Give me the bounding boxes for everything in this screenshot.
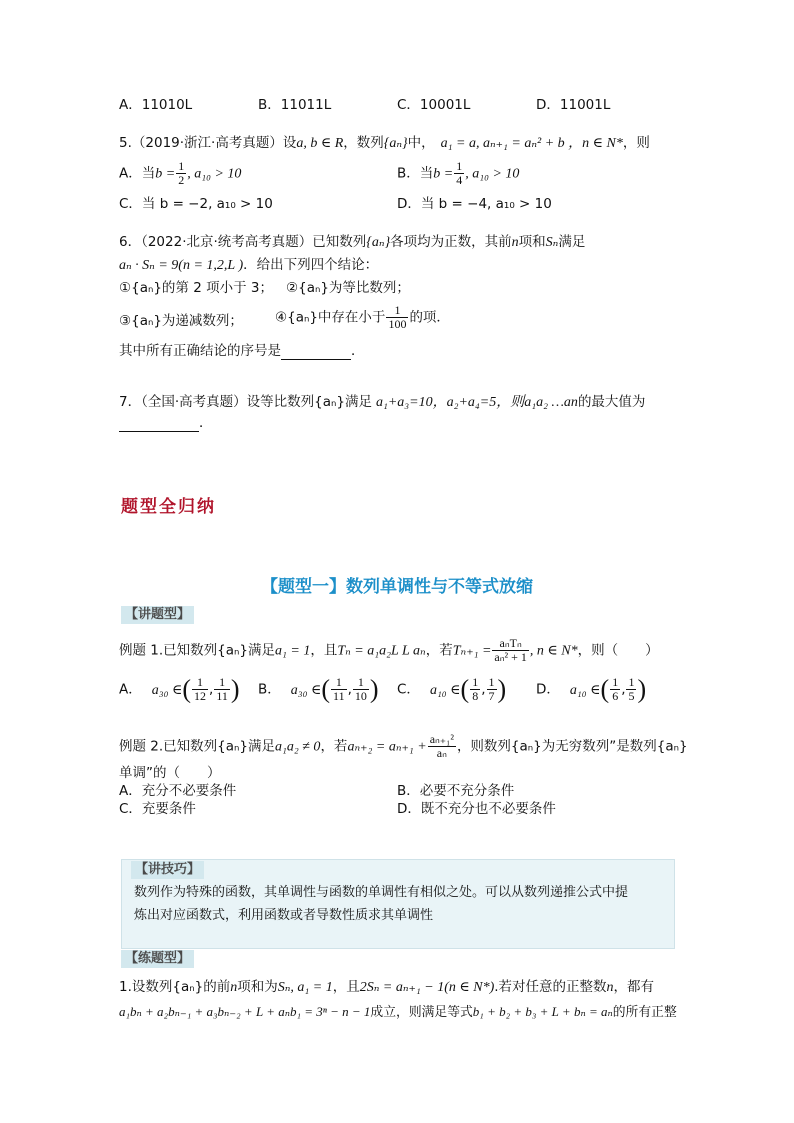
answer-blank[interactable] — [119, 417, 199, 432]
tag-lecture: 【讲题型】 — [121, 606, 194, 624]
p1-text: ，都有 — [613, 979, 655, 995]
q6-number: 6． — [119, 234, 142, 250]
option-label: D． — [536, 681, 560, 698]
fraction — [492, 637, 528, 664]
p1-math: 2Sₙ = aₙ₊₁ − 1(n ∈ N*) — [359, 980, 495, 995]
p1-text: .若对任意的正整数 — [494, 979, 607, 995]
q6-text: ．给出下列四个结论： — [243, 257, 379, 273]
q6-text: 项和 — [518, 234, 546, 250]
left-paren: ( — [182, 674, 192, 704]
q5-text: ，则 — [622, 135, 650, 151]
q5-option-a-label: A．当 — [119, 165, 156, 182]
q7-source: （全国·高考真题） — [141, 394, 247, 410]
left-paren: ( — [321, 674, 331, 704]
numerator: 1 — [353, 676, 369, 690]
fraction — [610, 676, 620, 703]
fraction — [626, 676, 636, 703]
denominator: 12 — [194, 689, 207, 703]
q7-number: 7． — [119, 394, 142, 410]
tips-line-2: 炼出对应函数式，利用函数或者导数性质求其单调性 — [134, 908, 434, 923]
q6-text: 已知数列 — [312, 234, 367, 250]
q5-option-b-label: B．当 — [397, 165, 434, 182]
ex1-text: ，则（ ） — [577, 642, 659, 659]
q5-option-b — [397, 160, 519, 187]
right-paren: ) — [230, 674, 240, 704]
ex2-option-c: C．充要条件 — [119, 801, 196, 817]
denominator: 2 — [178, 173, 185, 187]
numerator: 1 — [386, 304, 408, 318]
ex2-option-b: B．必要不充分条件 — [397, 783, 515, 799]
q6-condition — [119, 256, 378, 275]
q7-answer-line — [119, 414, 213, 432]
fraction — [176, 160, 186, 187]
q5-option-a-var: b = — [155, 166, 176, 182]
q5-number: 5. — [119, 135, 132, 151]
ex2-math: aₙ₊₂ = aₙ₊₁ + — [347, 739, 427, 755]
q6-n: n — [511, 235, 519, 250]
denominator: aₙ² + 1 — [494, 650, 527, 664]
denominator: 100 — [388, 317, 407, 331]
p1-text: 的所有正整 — [612, 1005, 677, 1020]
numerator: 1 — [488, 675, 495, 689]
ex1-option-b: B． a₃₀ ∈( $\frac{1}{11}$ , $\frac{1}{10}$ ) — [258, 674, 379, 704]
q7-text: 的最大值为 — [577, 394, 646, 410]
q6-text: ④{aₙ}中存在小于 — [275, 309, 386, 326]
q6-sn: Sₙ — [545, 235, 559, 250]
numerator: 1 — [192, 676, 208, 690]
denominator: 10 — [354, 689, 367, 703]
denominator: 7 — [488, 689, 495, 703]
fraction — [192, 676, 208, 703]
q5-seq: {aₙ} — [383, 136, 408, 151]
p1-text: ，且 — [332, 979, 360, 995]
ex2-text: ，则数列{aₙ}为无穷数列”是数列{aₙ} — [456, 738, 688, 755]
q6-source: （2022·北京·统考高考真题） — [141, 234, 313, 250]
fraction — [487, 676, 497, 703]
p1-math: n — [230, 980, 238, 995]
fraction — [331, 676, 347, 703]
ex1-text: ，且 — [310, 642, 338, 659]
p1-text: 1.设数列{aₙ}的前 — [119, 979, 231, 995]
denominator: 11 — [216, 689, 228, 703]
p1-text: 成立，则满足等式 — [370, 1005, 473, 1020]
ex1-text: 例题 1.已知数列{aₙ}满足 — [119, 642, 276, 659]
fraction — [454, 160, 464, 187]
numerator: 1 — [178, 159, 185, 173]
denominator: 5 — [628, 689, 635, 703]
example-1-stem — [119, 637, 659, 664]
fraction — [428, 733, 456, 760]
tag-tips: 【讲技巧】 — [131, 861, 204, 879]
q5-option-d: D．当 b = −4, a₁₀ > 10 — [397, 196, 552, 212]
fraction — [214, 676, 230, 703]
numerator: 1 — [214, 676, 230, 690]
left-paren: ( — [600, 674, 610, 704]
tips-line-1: 数列作为特殊的函数，其单调性与函数的单调性有相似之处。可以从数列递推公式中提 — [134, 885, 629, 900]
q7-end: ． — [199, 415, 213, 431]
q6-seq: {aₙ} — [366, 235, 391, 250]
left-paren: ( — [460, 674, 470, 704]
option-a: A．11010L — [119, 97, 193, 113]
ex1-option-a: A． a₃₀ ∈( $\frac{1}{12}$ , $\frac{1}{11}$ ) — [119, 674, 240, 704]
denominator: 11 — [333, 689, 345, 703]
q5-source: （2019·浙江·高考真题） — [131, 135, 283, 151]
q6-conclusion-1: ①{aₙ}的第 2 项小于 3； — [119, 280, 273, 296]
tag-practice: 【练题型】 — [121, 950, 194, 968]
option-label: C． — [397, 681, 420, 698]
q5-option-b-tail: , a₁₀ > 10 — [465, 166, 520, 182]
q7-text: 设等比数列{aₙ}满足 — [246, 394, 372, 410]
option-label: B． — [258, 681, 281, 698]
q7-cond1: a₁+a₃=10，a₂+a₄=5，则 — [375, 395, 525, 410]
ex2-option-d: D．既不充分也不必要条件 — [397, 801, 556, 817]
q6-question-text: 其中所有正确结论的序号是 — [119, 343, 281, 359]
q5-option-c: C．当 b = −2, a₁₀ > 10 — [119, 196, 273, 212]
ex2-line2: 单调”的（ ） — [119, 765, 221, 781]
ex2-option-a: A．充分不必要条件 — [119, 783, 237, 799]
practice-1-line-2 — [119, 1003, 677, 1022]
ex1-text: ，若 — [425, 642, 453, 659]
q6-text: 的项． — [409, 309, 450, 326]
q5-cond1: a, b ∈ R — [296, 136, 344, 151]
q6-math: aₙ · Sₙ = 9(n = 1,2,L ) — [119, 258, 244, 273]
q6-text: 各项均为正数，其前 — [390, 234, 512, 250]
ex2-math: a₁a₂ ≠ 0 — [275, 739, 321, 755]
example-2-stem — [119, 733, 688, 760]
option-var: a₁₀ ∈ — [569, 682, 601, 698]
numerator: 1 — [628, 675, 635, 689]
option-var: a₁₀ ∈ — [429, 682, 461, 698]
option-c: C．10001L — [397, 97, 471, 113]
right-paren: ) — [637, 674, 647, 704]
ex1-math: Tₙ = a₁a₂L L aₙ — [337, 643, 426, 659]
fraction — [470, 676, 480, 703]
denominator: aₙ — [436, 746, 447, 760]
numerator: 1 — [456, 159, 463, 173]
tips-box — [121, 859, 675, 949]
numerator: aₙ₊₁² — [429, 732, 454, 746]
numerator: 1 — [612, 675, 619, 689]
ex1-option-c: C． a₁₀ ∈( $\frac{1}{8}$ , $\frac{1}{7}$ ) — [397, 674, 507, 704]
q5-stem — [119, 134, 650, 153]
denominator: 4 — [456, 173, 463, 187]
p1-math: n — [606, 980, 614, 995]
q6-conclusion-3: ③{aₙ}为递减数列； — [119, 313, 243, 329]
q5-text: 设 — [282, 135, 297, 151]
q6-stem — [119, 233, 585, 252]
q5-text: 中， — [407, 135, 435, 151]
ex1-math: a₁ = 1 — [275, 643, 311, 659]
q6-end: ． — [351, 343, 365, 359]
q7-cond2: a₁a₂ …an — [524, 395, 578, 410]
p1-math: a₁bₙ + a₂bₙ₋₁ + a₃bₙ₋₂ + L + aₙb₁ = 3ⁿ − n − 1 — [119, 1004, 371, 1019]
numerator: 1 — [472, 675, 479, 689]
q5-cond2: a₁ = a, aₙ₊₁ = aₙ² + b ，n ∈ N* — [440, 136, 623, 151]
q6-text: 满足 — [558, 234, 586, 250]
q5-option-a-tail: , a₁₀ > 10 — [187, 166, 242, 182]
p1-math: b₁ + b₂ + b₃ + L + bₙ = aₙ — [472, 1004, 613, 1019]
p1-math: Sₙ, a₁ = 1 — [277, 980, 333, 995]
option-b: B．11011L — [258, 97, 332, 113]
practice-1-line-1 — [119, 978, 654, 997]
option-d: D．11001L — [536, 97, 611, 113]
q7-stem — [119, 393, 645, 412]
q5-option-b-var: b = — [433, 166, 454, 182]
numerator: 1 — [331, 676, 347, 690]
option-label: A． — [119, 681, 142, 698]
ex2-text: ，若 — [320, 738, 348, 755]
section-title: 题型全归纳 — [121, 497, 216, 517]
ex1-option-d: D． a₁₀ ∈( $\frac{1}{6}$ , $\frac{1}{5}$ ) — [536, 674, 647, 704]
right-paren: ) — [497, 674, 507, 704]
q6-conclusion-4 — [275, 304, 450, 331]
q6-question — [119, 342, 365, 360]
answer-blank[interactable] — [281, 345, 351, 360]
q6-conclusion-2: ②{aₙ}为等比数列； — [286, 280, 410, 296]
option-var: a₃₀ ∈ — [290, 682, 322, 698]
fraction — [386, 304, 408, 331]
ex1-math: Tₙ₊₁ = — [452, 643, 492, 659]
right-paren: ) — [369, 674, 379, 704]
q5-option-a — [119, 160, 241, 187]
type-title: 【题型一】数列单调性与不等式放缩 — [261, 577, 533, 597]
numerator: aₙTₙ — [492, 637, 528, 651]
ex1-math: , n ∈ N* — [529, 643, 578, 659]
denominator: 8 — [472, 689, 479, 703]
option-var: a₃₀ ∈ — [151, 682, 183, 698]
p1-text: 项和为 — [237, 979, 278, 995]
q5-text: ，数列 — [343, 135, 384, 151]
fraction — [353, 676, 369, 703]
denominator: 6 — [612, 689, 619, 703]
ex2-text: 例题 2.已知数列{aₙ}满足 — [119, 738, 276, 755]
